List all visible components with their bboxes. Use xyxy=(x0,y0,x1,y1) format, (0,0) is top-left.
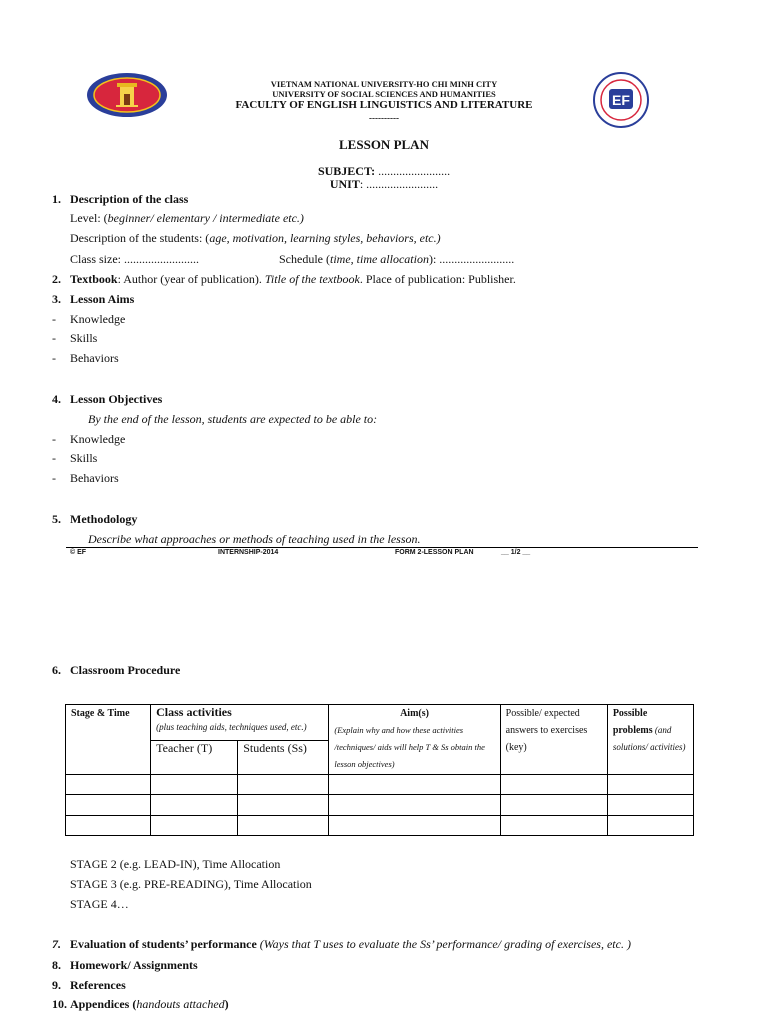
header-line-3: FACULTY OF ENGLISH LINGUISTICS AND LITERATURE xyxy=(235,99,533,111)
procedure-table xyxy=(65,704,694,836)
section-title: References xyxy=(70,978,126,992)
subject-line xyxy=(0,164,768,178)
section-number: 3. xyxy=(52,292,61,306)
section-title: Evaluation of students’ performance xyxy=(70,937,257,951)
methodology-description xyxy=(88,531,421,547)
schedule-value: ): ......................... xyxy=(428,252,515,266)
table-header-students xyxy=(238,741,329,775)
aims-item: - Behaviors xyxy=(52,351,119,365)
unit-label: UNIT xyxy=(329,177,360,191)
objectives-item-label: Knowledge xyxy=(70,432,126,446)
section-number: 6. xyxy=(52,663,61,677)
section-8-heading xyxy=(52,957,198,973)
schedule-label: Schedule ( xyxy=(279,252,330,266)
table-header-answers xyxy=(500,705,607,775)
textbook-text-end: . Place of publication: Publisher. xyxy=(359,272,516,286)
section-title: Appendices ( xyxy=(70,997,137,1011)
teacher-label: Teacher (T) xyxy=(156,741,213,755)
class-activities-note: (plus teaching aids, techniques used, etc.) xyxy=(156,722,307,732)
section-title: Lesson Aims xyxy=(70,292,135,306)
section-9-heading xyxy=(52,977,126,993)
footer-internship: INTERNSHIP-2014 xyxy=(218,549,279,556)
section-1-heading xyxy=(52,191,188,207)
table-header-teacher xyxy=(151,741,238,775)
students-options: age, motivation, learning styles, behaviors, etc.) xyxy=(209,231,441,245)
appendices-close: ) xyxy=(224,997,229,1011)
section-number: 4. xyxy=(52,392,61,406)
stage-time-label: Stage & Time xyxy=(71,708,130,719)
section-number: 10. xyxy=(52,997,67,1011)
section-4-heading xyxy=(52,391,162,407)
section-10-heading xyxy=(52,996,229,1012)
objectives-item: - Knowledge xyxy=(52,432,126,446)
section-number: 8. xyxy=(52,958,61,972)
aims-item: - Knowledge xyxy=(52,312,126,326)
objectives-intro-text: By the end of the lesson, students are expected to be able to: xyxy=(88,412,378,426)
objectives-item-label: Behaviors xyxy=(70,471,119,485)
aims-note: (Explain why and how these activities /techniques/ aids will help T & Ss obtain the lesson objectives) xyxy=(334,725,485,769)
table-header-stage xyxy=(66,705,151,775)
section-title: Lesson Objectives xyxy=(70,392,163,406)
table-header-aims xyxy=(329,705,500,775)
table-row xyxy=(66,795,694,816)
methodology-description-text: Describe what approaches or methods of teaching used in the lesson. xyxy=(88,532,421,546)
section-title: Methodology xyxy=(70,512,138,526)
schedule-options: time, time allocation xyxy=(329,252,429,266)
unit-line xyxy=(0,177,768,191)
header-line-1: VIETNAM NATIONAL UNIVERSITY-HO CHI MINH CITY xyxy=(270,79,498,89)
section-number: 1. xyxy=(52,192,61,206)
footer-page: __ 1/2 __ xyxy=(501,549,531,556)
class-activities-label: Class activities xyxy=(156,705,232,719)
footer-copyright: © EF xyxy=(70,549,87,556)
section-5-heading xyxy=(52,511,137,527)
footer-form: FORM 2-LESSON PLAN xyxy=(395,549,474,556)
section-7-heading xyxy=(52,936,631,952)
subject-value: ........................ xyxy=(375,164,451,178)
logo-text: EF xyxy=(612,92,630,108)
section-number: 9. xyxy=(52,978,61,992)
table-row xyxy=(66,816,694,836)
table-header-problems xyxy=(607,705,693,775)
aims-item-label: Behaviors xyxy=(70,351,119,365)
schedule-line xyxy=(279,251,514,267)
section-2-heading xyxy=(52,271,516,287)
level-options: beginner/ elementary / intermediate etc.) xyxy=(107,211,304,225)
aims-item-label: Knowledge xyxy=(70,312,126,326)
header-line-2: UNIVERSITY OF SOCIAL SCIENCES AND HUMANITIES xyxy=(272,89,496,99)
textbook-text: : Author (year of publication). xyxy=(117,272,265,286)
objectives-item-label: Skills xyxy=(70,451,98,465)
section-title: Homework/ Assignments xyxy=(70,958,198,972)
page-title: LESSON PLAN xyxy=(339,137,429,152)
section-title: Textbook xyxy=(70,272,118,286)
section-6-heading xyxy=(52,662,180,678)
stage-line: STAGE 3 (e.g. PRE-READING), Time Allocation xyxy=(70,877,312,891)
stage-line: STAGE 4… xyxy=(70,897,129,911)
objectives-intro xyxy=(88,411,377,427)
answers-label: Possible/ expected answers to exercises (key) xyxy=(505,708,588,753)
subject-label: SUBJECT: xyxy=(317,164,376,178)
header-divider: ---------- xyxy=(369,113,399,123)
section-number: 5. xyxy=(52,512,61,526)
class-size-line: Class size: ......................... xyxy=(70,252,199,266)
section-number: 7. xyxy=(52,937,61,951)
objectives-item: - Behaviors xyxy=(52,471,119,485)
footer-rule xyxy=(66,547,698,548)
students-description-line xyxy=(70,230,441,246)
appendices-note: handouts attached xyxy=(136,997,225,1011)
aims-item: - Skills xyxy=(52,331,98,345)
students-label: Students (Ss) xyxy=(243,741,307,755)
level-label: Level: ( xyxy=(70,211,108,225)
section-3-heading xyxy=(52,291,134,307)
section-number: 2. xyxy=(52,272,61,286)
textbook-title: Title of the textbook xyxy=(264,272,360,286)
level-line xyxy=(70,210,304,226)
aims-item-label: Skills xyxy=(70,331,98,345)
table-row xyxy=(66,775,694,795)
aims-label: Aim(s) xyxy=(400,708,429,719)
evaluation-note: (Ways that T uses to evaluate the Ss’ performance/ grading of exercises, etc. ) xyxy=(256,937,631,951)
table-header-activities xyxy=(151,705,329,741)
stage-line: STAGE 2 (e.g. LEAD-IN), Time Allocation xyxy=(70,857,281,871)
problems-label: Possible problems xyxy=(612,708,653,736)
unit-value: : ........................ xyxy=(359,177,439,191)
section-title: Description of the class xyxy=(70,192,189,206)
problems-note: (and solutions/ activities) xyxy=(612,725,686,752)
objectives-item: - Skills xyxy=(52,451,98,465)
section-title: Classroom Procedure xyxy=(70,663,181,677)
students-label: Description of the students: ( xyxy=(70,231,210,245)
